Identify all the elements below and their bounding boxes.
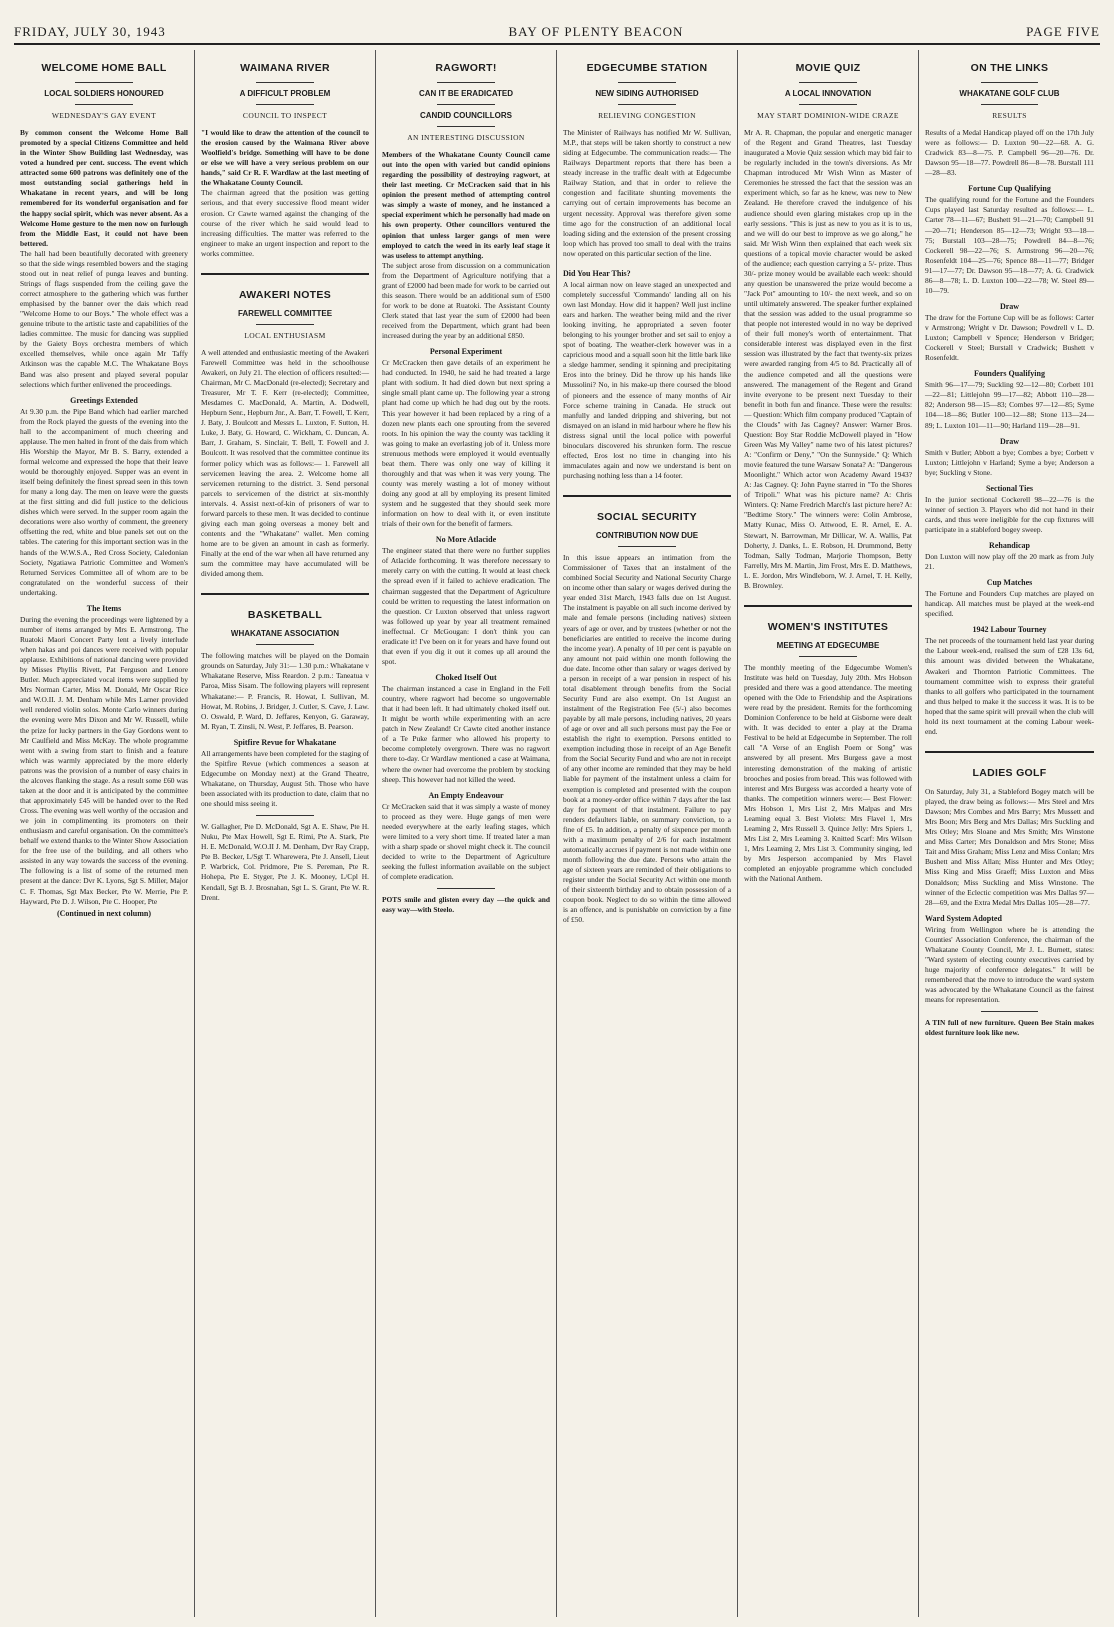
body-text: Cr McCracken then gave details of an experiment he had conducted. In 1940, he said he had treated a large plant with sodium. It had died down but next spring a single small plant came up. The following year a strong plant had come up which he had dug out by the roots. This year however it had been replaced by a ring of a dozen new plants each one sprouting from the severed roots. In his opinion the way the county was tackling it was going to make an everlasting job of it. Unless more strenuous methods were employed it would eventually beat them. There was only one way of killing it thoroughly and that was when it was very young. The county was merely wasting a lot of money without doing any good at all by employing its present limited system and he suggested that they should seek more information on how to deal with it, or even institute trials of their own for the benefit of farmers. (382, 358, 550, 529)
body-text: Wiring from Wellington where he is attending the Counties' Association Conference, the chairman of the Whakatane County Council, Mr J. L. Burnett, states: "Ward system of electing county executives carried by huge majority of conference delegates." It will be remembered that the move to introduce the ward system was advocated by the Whakatane Council as the fairest means for representation. (925, 924, 1094, 1005)
page-number: PAGE FIVE (1026, 24, 1100, 39)
column-2 (195, 50, 376, 1617)
article-awakeri-notes (201, 273, 369, 579)
rule (799, 656, 856, 657)
deck: COUNCIL TO INSPECT (242, 111, 328, 120)
rule (618, 546, 675, 547)
section-heading: Draw (999, 436, 1020, 446)
section-heading: Fortune Cup Qualifying (968, 184, 1051, 194)
headline: RAGWORT! (435, 62, 497, 74)
rule (256, 644, 313, 645)
body-text: Results of a Medal Handicap played off on the 17th July were as follows:— D. Luxton 90—22—68. A. G. Cradwick 83—8—75. P. Campbell 96—20—76. Dr. Dawson 95—18—77. Powdrell 86—8—78. Burstall 111—28—83. (925, 128, 1094, 178)
body-text: All arrangements have been completed for the staging of the Spitfire Revue (which commences a season at Edgecumbe on Monday next) at the Grand Theatre, Whakatane, on Thursday, August 5th. Those who have been associated with its production to date, claim that no one should miss seeing it. (201, 748, 369, 809)
body-text: The hall had been beautifully decorated with greenery so that the side wings resembled bowers and the staging stood out in neat relief of punga leaves and bunting. Strings of flags suspended from the ceiling gave the correct atmosphere to the gathering which was further emphasised by the banner over the dais which read "Welcome Home to our Boys." The whole effect was a genuine tribute to the artistic taste and capabilities of the ladies committee. The music for dancing was supplied by the Gaiety Boys orchestra members of which excelled themselves, while once again Mr Taffy Atkinson was the capable M.C. The Whakatane Boys Band was also present and played several popular selections which further enlivened the proceedings. (20, 248, 188, 389)
article-edgecumbe-station (563, 62, 731, 259)
advert-filler: A TIN full of new furniture. Queen Bee Stain makes oldest furniture look like new. (925, 1018, 1094, 1038)
body-text: The Fortune and Founders Cup matches are played on handicap. All matches must be played at the week-end specified. (925, 589, 1094, 619)
section-heading: No More Atlacide (435, 535, 497, 545)
section-heading: Sectional Ties (985, 483, 1034, 493)
section-heading: Spitfire Revue for Whakatane (233, 737, 337, 747)
subhead: LOCAL SOLDIERS HONOURED (44, 89, 164, 98)
deck: RESULTS (992, 111, 1027, 120)
issue-date: FRIDAY, JULY 30, 1943 (14, 24, 166, 39)
masthead (14, 22, 1100, 42)
article-social-security (563, 495, 731, 925)
rule (799, 82, 856, 83)
section-heading: The Items (86, 603, 122, 613)
column-6 (919, 50, 1100, 1617)
section-heading: Choked Itself Out (435, 673, 497, 682)
headline: MOVIE QUIZ (795, 62, 861, 74)
headline: WELCOME HOME BALL (41, 62, 167, 74)
lead-paragraph: By common consent the Welcome Home Ball promoted by a special Citizens Committee and held in the Winter Show Building last Wednesday, was voted a hundred per cent. success. The event which attracted some 600 patrons was definitely one of the most outstanding social gatherings held in Whakatane in recent years, and will be long remembered for its wonderful organisation and for the happy social spirit, which was never absent. As a Welcome Home gesture to the men now on furlough from the Middle East, it could not have been bettered. (20, 128, 188, 248)
rule (256, 815, 313, 816)
rule (256, 104, 313, 105)
advert-filler: POTS smile and glisten every day —the quick and easy way—with Steelo. (382, 895, 550, 915)
section-heading: Personal Experiment (429, 347, 503, 357)
section-heading: Did You Hear This? (563, 268, 631, 278)
body-text: A local airman now on leave staged an unexpected and completely successful 'Commando' landing all on his own last Monday. How did it happen? Well just incline ears and harken. The weather being mild and the river looking inviting, he appropriated a seven footer belonging to his younger brother and set sail to enjoy a spot of boating. The weather-clerk however was in a capricious mood and a squall soon hit the little bark like a sledge hammer, sending it spinning and precipitating Eros into the briney. Did he throw up his hands like Mussolini? No, in his make-up there coursed the blood of pioneers and the essence of many months of Air Force scheme training in Canada. He struck out manfully and landed dripping and shivering, but not dismayed on an island in mid harbour where he flew his distress signal until the local police with powerful binoculars discovered his shrunken form. The rescue effected, Eros lost no time in changing into his immaculates again and now we understand is bent on purchasing nothing less than a 14 footer. (563, 279, 731, 480)
subhead: WHAKATANE ASSOCIATION (230, 629, 340, 639)
section-heading: Founders Qualifying (974, 369, 1045, 379)
article-womens-institutes (744, 605, 912, 884)
rule (437, 104, 494, 105)
subhead: CANDID COUNCILLORS (420, 111, 512, 120)
body-text: Mr A. R. Chapman, the popular and energetic manager of the Regent and Grand Theatres, last Tuesday inaugurated a Movie Quiz session which may bid fair to be regularly included in the town's diversions. As Mr Chapman introduced Mr Wish Winn as Master of Ceremonies he stressed the fact that the session was an experiment which, so far as he knew, was new to New Zealand. He therefore craved the indulgence of his audience should even glaring mistakes crop up in the early sessions. "This is just as new to you as it is to us, and we will do our best to improve as we go along," he said. Mr Wish Winn then explained that each week six questions of a topical movie character would be asked of the audience; each question carrying a 5/- prize. Thus 30/- prize money would be available each week: should any question be unanswered the prize would become a "Jack Pot" amounting to 10/- the next week, and so on until ultimately answered. The speaker further explained that the session was added to the usual programme so that people not interested would in no way be deprived of their full money's worth of entertainment. That considerable interest was displayed even in the first session was illustrated by the fact that twenty-six prizes were awarded ranging from 4/5 to 8d. Practically all of the audience competed and all the questions were answered. The management of the Regent and Grand invite everyone to be present next Tuesday to their benefit in both fun and finance. These were the results:— Question: Which film company produced "Captain of the Clouds" with Jas Cagney? Answer: Warner Bros. Question: Boy Star Roddie McDowell played in "How Green Was My Valley" name two of his latest pictures? A: "Confirm or Deny," "On the Sunnyside." Q: Which movie featured the tune Warsaw Sonata? A: "Dangerous Moonlight." Which actor won Academy Award 1943? A: Jas Cagney. Q: John Payne starred in "To the Shores of Tripoli." What was his picture name? A: Chris Winters. Q: Name Fredrich March's last picture here? A: "Bedtime Story." The winners were: Colin Ambrose, Matty Kunac, Miss O. Attwood, E. R. Arnel, E. A. Stewart, N. Barrowman, Mr Dillicar, W. A. Wallis, Pat Doherty, J. Danks, L. E. Robson, H. Drummond, Betty Todman, Sally Todman, Marjorie Thompson, Betty Farrelly, Mrs M. Martin, Jim Frost, Mrs E. D. Matthews, L. E. Jordon, Mrs Windleborn, W. J. Arnel, T. H. Kelly, B. Brownley. (744, 128, 912, 590)
rule (981, 82, 1038, 83)
deck: LOCAL ENTHUSIASM (244, 330, 326, 340)
rule (799, 104, 856, 105)
headline: AWAKERI NOTES (201, 273, 369, 301)
headline: WOMEN'S INSTITUTES (744, 605, 912, 633)
body-text: Cr McCracken said that it was simply a waste of money to proceed as they were. Huge gangs of men were needed everywhere at the early leafing stages, which were limited to a very short time. If treated later a man with a sharp spade or shovel might check it. The council decided to write to the Department of Agriculture seeking the fullest information available on the subject of complete eradication. (382, 801, 550, 882)
subhead: CAN IT BE ERADICATED (418, 89, 514, 98)
continued-list: W. Gallagher, Pte D. McDonald, Sgt A. E. Shaw, Pte H. Nuku, Pte Max Howell, Sgt E. Rimi, Pte A. Stark, Pte H. E. McDonald, W.O.II J. M. Denham, Dvr Ray Crapp, Pte B. Becker, L/Sgt T. Wharewera, Pte J. Ansell, Lieut P. Warbrick, Col. Pridmore, Pte S. Pereman, Pte R. Hohepa, Pte E. Styger, Pte J. K. Mooney, L/Cpl H. Kendall, Sgt B. J. Brosnahan, Sgt L. S. Grant, Pte W. R. Drent. (201, 822, 369, 902)
continued-note: (Continued in next column) (56, 908, 151, 918)
deck: RELIEVING CONGESTION (598, 111, 696, 120)
lead-paragraph: "I would like to draw the attention of the council to the erosion caused by the Waimana River above Woolfield's bridge. Something will have to be done or else we will have a very serious problem on our hands," said Cr R. F. Wardlaw at the last meeting of the Whakatane County Council. (201, 128, 369, 188)
article-basketball (201, 593, 369, 902)
body-text: Smith 96—17—79; Suckling 92—12—80; Corbett 101—22—81; Littlejohn 99—17—82; Abbott 110—28—82; Anderson 98—15—83; Combes 97—12—85; Syme 104—18—86; Butler 100—12—88; Stone 113—24—89; L. Luxton 101—11—90; Harland 119—28—91. (925, 380, 1094, 430)
rule (618, 82, 675, 83)
body-text: The chairman instanced a case in England in the Fell country, where ragwort had become so ungovernable that it had been left. It had ultimately choked itself out. It might be worth while experimenting with an acre patch in New Zealand! Cr Cawte cited another instance of a Te Puke farmer who allowed his property to become completely overgrown. There was no ragwort there to-day. Cr Wardlaw mentioned a case at Waimana, where the owner had overcome the problem by stocking sheep. This however had not killed the weed. (382, 684, 550, 784)
column-5 (738, 50, 919, 1617)
section-heading: Rehandicap (989, 541, 1030, 550)
rule (256, 82, 313, 83)
subhead: A LOCAL INNOVATION (784, 89, 872, 98)
rule (981, 104, 1038, 105)
body-text: The subject arose from discussion on a communication from the Department of Agriculture notifying that a grant of £2000 had been made for work to be carried out this season. There would be an additional sum of £500 for work to be done at Ruatoki. The Assistant County Clerk stated that last year the sum of £2000 had been received from the Department, which grant had been increased during the year by an additional £850. (382, 260, 550, 341)
body-text: Don Luxton will now play off the 20 mark as from July 21. (925, 552, 1094, 572)
article-on-the-links (925, 62, 1094, 737)
column-1 (14, 50, 195, 1617)
subhead: WHAKATANE GOLF CLUB (959, 89, 1060, 98)
body-text: A well attended and enthusiastic meeting of the Awakeri Farewell Committee was held in the schoolhouse Awakeri, on July 21. The election of officers resulted:— Chairman, Mr C. MacDonald (re-elected); Secretary and Treasurer, Mr T. F. Kerr (re-elected); Committee, Mesdames C. MacDonald, A. Martin, A. Dodwell, Hepburn Senr., Hepburn Jnr., A. Barr, T. Fowell, T. Kerr, J. Baty, J. Boulcott and Messrs L. Luxton, F. Sutton, H. Luke, J. Baty, G. Howard, C. Wickham, C. Duncan, A. Barr, J. Graham, S. Sinclair, T. Bell, T. Fowell and J. Boulcott. It was resolved that the committee continue its former policy which was as follows:— 1. Farewell all servicemen leaving the area. 2. Welcome home all servicemen returning to the district. 3. Send personal parcels to servicemen of the district at six-monthly intervals. 4. Assist next-of-kin of prisoners of war to forward parcels to these men. It was decided to continue giving each man going overseas a money belt and contents and the "Whakatane" wallet. Men coming home are to be given an amount in cash as formerly. Finally at the end of the war when all have returned any sum the committee may have accumulated will be divided among them. (201, 347, 369, 579)
deck: WEDNESDAY'S GAY EVENT (51, 111, 157, 120)
body-text: The engineer stated that there were no further supplies of Atlacide forthcoming. It was therefore necessary to merely carry on with the cutting. It would at least check the spread even if it failed to achieve eradication. The chairman suggested that the Department of Agriculture could be written to requesting the latest information on the question. Cr Luxton observed that unless ragwort was followed up year by year all treatment remained ineffectual. Cr McGougan: I don't think you can eradicate it! I've been on it for years and have found out that even if you dig it out it comes up all around the spot. (382, 546, 550, 666)
section-heading: Draw (999, 301, 1020, 311)
subhead: FAREWELL COMMITTEE (237, 308, 333, 318)
section-heading: An Empty Endeavour (428, 790, 504, 800)
body-text: In the junior sectional Cockerell 98—22—76 is the winner of section 3. Players who did not hand in their cards, and thus were ineligible for the cup fixtures will participate in a stableford bogey sweep. (925, 494, 1094, 534)
deck: AN INTERESTING DISCUSSION (407, 133, 525, 142)
subhead: A DIFFICULT PROBLEM (239, 89, 331, 98)
lead-paragraph: Members of the Whakatane County Council came out into the open with varied but candid opinions regarding the possibility of destroying ragwort, at their last meeting. Cr McCracken said that in his opinion the present method of attempting control was simply a waste of money, and he instanced a special experiment which he personally had made on his own property. Other councillors ventured the opinion that unless larger gangs of men were employed to catch the weed in its early leaf stage it was useless to attempt anything. (382, 150, 550, 260)
section-heading: Greetings Extended (70, 395, 138, 405)
article-ladies-golf (925, 751, 1094, 1038)
column-4 (557, 50, 738, 1617)
headline: BASKETBALL (201, 593, 369, 621)
rule (75, 82, 132, 83)
rule (437, 126, 494, 127)
body-text: In this issue appears an intimation from the Commissioner of Taxes that an instalment of the combined Social Security and National Security Charge on income other than salary or wages derived during the year ended 31st March, 1943 falls due on 1st August. The instalment is payable on all such income derived by male and female persons (including natives) sixteen years of age or over, and by trustees (whether or not the beneficiaries are entitled to receive the income during the income year). A penalty of 10 per cent is payable on any amount not paid within one month following the due date. Income other than salary or wages derived by a person in receipt of a war pension in respect of his total disablement through benefits from the Social Security Fund are also exempt. On 1st August an instalment of the Registration Fee (5/-) also becomes payable by all male persons, including natives, 20 years of age or over and all such persons must pay the Fee or establish the right to exemption. Persons entitled to exemption including those in receipt of an Age Benefit from the Social Security Fund and who are not in receipt of any other income are reminded that they may be held liable for payment of the instalment unless a claim for exemption is completed and presented with the coupon book at a money-order office within 7 days after the last day for payment of that instalment. Failure to pay renders defaulters liable, on summary conviction, to a fine of £5. In addition, a penalty of sixpence per month with a maximum penalty of 2/6 for each instalment automatically accrues if payment is not made within one month following the due date. Persons who attain the age of sixteen years are reminded of their obligations to register under the Social Security Act within one month of their sixteenth birthday and to obtain possession of a coupon book. Neglect to do so within the time allowed is an offence, and is punishable on conviction by a fine of £50. (563, 553, 731, 925)
subhead: MEETING AT EDGECUMBE (776, 640, 880, 650)
body-text: The net proceeds of the tournament held last year during the Labour week-end, realised the sum of £28 13s 6d, this amount was divided between the Whakatane, Awakeri and Thornton Patriotic Committees. The tournament committee wish to express their grateful thanks to all golfers who participated in the tournament and thus helped to make it the success it was. It is to be hoped that the same spirit will prevail when the club will hold its next tournament at the coming Labour week-end. (925, 636, 1094, 736)
subhead: CONTRIBUTION NOW DUE (595, 531, 699, 541)
body-text: The qualifying round for the Fortune and the Founders Cups played last Saturday resulted as follows:— L. Carter 78—11—67; Bushett 91—21—70; Campbell 91—20—71; Henderson 85—12—73; Wright 93—18—75; Burstall 103—28—75; Powdrell 84—8—76; Cockerell 98—22—76; S. Armstrong 96—20—76; Rosenfeldt 104—25—76; Spence 88—11—77; Bridger 91—17—77; Dr. Dawson 95—18—77; A. G. Cradwick 86—8—78; L. D. Luxton 100—22—78; W. Steel 89—10—79. (925, 195, 1094, 295)
body-text: Smith v Butler; Abbott a bye; Combes a bye; Corbett v Luxton; Littlejohn v Harland; Syme a bye; Anderson a bye; Suckling v Stone. (925, 447, 1094, 477)
deck: MAY START DOMINION-WIDE CRAZE (757, 111, 899, 120)
body-text: At 9.30 p.m. the Pipe Band which had earlier marched from the Rock played the guests of the evening into the hall to the accompaniment of much cheering and applause. The men halted in front of the dais from which His Worship the Mayor, Mr B. S. Barry, extended a formal welcome and expressed the hope that their leave would be thoroughly enjoyed. Supper was an event in itself being definitely the finest spread seen in this town for many a long day. The men on leave were the guests at the first sitting and did full justice to the delicious dishes which were served. In the supper room again the decorations were also worthy of comment, the greenery offsetting the red, white and blue panels set out on the tables. The catering for this important section was in the hands of the W.W.S.A., Red Cross Society, Caledonian Society, Ngatiawa Patriotic Committee and Women's Returned Services Committee all of whom are to be congratulated on the wonderful success of their undertaking. (20, 406, 188, 597)
article-waimana-river (201, 62, 369, 259)
rule (981, 1011, 1038, 1012)
article-welcome-home-ball (20, 62, 188, 918)
body-text: The chairman agreed that the position was getting serious, and that every successive flood meant wider erosion. Cr Cawte warned against the changing of the course of the river which he said would lead to increasing difficulties. The matter was referred to the engineer to make an urgent inspection and report to the works committee. (201, 188, 369, 258)
headline: ON THE LINKS (970, 62, 1049, 74)
body-text: The Minister of Railways has notified Mr W. Sullivan, M.P., that steps will be taken shortly to construct a new siding at Edgecumbe. The communication reads:— The Railways Department reports that there has been a steady increase in the traffic dealt with at Edgecumbe Railway Station, and that in order to relieve the congestion and facilitate shunting movements the carrying out of certain improvements has become an urgent necessity. Approval was therefore given some time ago for the construction of an additional local loading siding and the extension of the present crossing loop which has proved too small to deal with the trains now operated on this particular section of the line. (563, 128, 731, 258)
column-3 (376, 50, 557, 1617)
body-text: The following matches will be played on the Domain grounds on Saturday, July 31:— 1.30 p.m.: Whakatane v Whakatane Reserve, Miss Reardon. 2 p.m.: Taneatua v Paroa, Miss Sisam. The following players will represent Whakatane:— P. Francis, R. Howat, I. Sullivan, M. Howat, M. Robins, J. Bridger, J. Cutler, S. Cave, J. Law. O. Oswald, P. Ward, D. Jeffares, Kenyon, G. Garaway, M. Ryan, T. Zinsli, N. West, P. Jeffares, B. Pearson. (201, 651, 369, 731)
paper-title: BAY OF PLENTY BEACON (508, 24, 684, 39)
section-heading: Cup Matches (986, 578, 1033, 588)
headline: SOCIAL SECURITY (563, 495, 731, 523)
article-movie-quiz (744, 62, 912, 591)
body-text: During the evening the proceedings were lightened by a number of items arranged by Mrs E. Armstrong. The Ruatoki Maori Concert Party lent a lively interlude when hakas and poi dances were received with popular applause. Exhibitions of national dancing were provided by Misses Phyllis Rivett, Pat Ferguson and Lenore Butler. Much appreciated vocal items were supplied by Mrs Norman Carter, Miss M. Donald, Mr Oscar Rice and W.O.II. J. M. Denham while Mrs Larner provided well rendered violin solos. Monte Carlo winners during the evening were Mrs Dixon and Mr W. Russell, while the prize for lucky partners in the Gay Gordons went to Mr Caulfield and Miss McKay. The whole programme went with a swing from start to finish and a feature which was warmly appreciated by the more elderly patrons was the provision of a number of easy chairs in the alcoves flanking the stage. As a result some £60 was taken at the door and it is anticipated by the committee that approximately £45 will be handed over to the Red Cross. The evening was well worthy of the occasion and we join in complimenting its promoters on their enthusiasm and careful organisation. On the committee's behalf we extend thanks to the Winter Show Association for the free use of the building, and all others who assisted in any way towards the success of the evening. The following is a list of some of the returned men present at the dance: Dvr K. Lyons, Sgt S. Miller, Major C. F. Thomas, Sgt Max Becker, Pte W. Merrie, Pte P. Hayward, Pte D. J. Wilson, Pte C. Hooper, Pte (20, 614, 188, 906)
article-ragwort (382, 62, 550, 915)
masthead-rule (14, 43, 1100, 45)
headline: WAIMANA RIVER (240, 62, 330, 74)
rule (256, 324, 313, 325)
section-heading: Ward System Adopted (925, 913, 1002, 923)
rule (437, 82, 494, 83)
rule (75, 104, 132, 105)
headline: EDGECUMBE STATION (586, 62, 708, 74)
columns (14, 50, 1100, 1617)
subhead: NEW SIDING AUTHORISED (595, 89, 699, 98)
body-text: The monthly meeting of the Edgecumbe Women's Institute was held on Tuesday, July 20th. Mrs Hobson presided and there was a good attendance. The meeting opened with the Ode to Friendship and the Aspirations were read by the president. Remits for the forthcoming Dominion Conference to be held at Gisborne were dealt with. It was decided to enter a play at the Drama Festival to be held at Edgecumbe in September. The roll call "A Verse of an English Poem or Song" was answered by all present. Mrs Burgess gave a most interesting demonstration of the making of artistic brooches and posies from bread. This was followed with interest and Mrs Burgess was accorded a hearty vote of thanks. The competition winners were:— Best Flower: Mrs Hobson 1, Mrs List 2, Mrs Malpas and Mrs Leaming equal 3. Best Violets: Mrs Flavel 1, Mrs Leaming 2, Mrs Russell 3. Quince Jelly: Mrs Spiers 1, Mrs List 2, Mrs Leaming 3. Knitted Scarf: Mrs Wilson 1, Mrs Leaming 2, Mrs List 3. Community singing, led by Mrs Jesperson accompanied by Mrs Flavel completed an enjoyable programme which concluded with the National Anthem. (744, 662, 912, 884)
rule (618, 104, 675, 105)
headline: LADIES GOLF (925, 751, 1094, 779)
body-text: The draw for the Fortune Cup will be as follows: Carter v Armstrong; Wright v Dr. Dawson; Powdrell v L. D. Luxton; Campbell v Spence; Henderson v Bridger; Cockerell v Steel; Burstall v Cradwick; Bushett v Rosenfeldt. (925, 312, 1094, 363)
section-heading: 1942 Labour Tourney (972, 625, 1047, 635)
article-did-you-hear (563, 269, 731, 481)
body-text: On Saturday, July 31, a Stableford Bogey match will be played, the draw being as follows:— Mrs Steel and Mrs Dawson; Mrs Combes and Mrs Barry; Mrs Mussett and Mrs Boon; Mrs Berg and Mrs Dallas; Mrs Suckling and Mrs Otley; Mrs Sloane and Mrs Smith; Mrs Winstone and Miss Carter; Mrs Donaldson and Mrs Stone; Miss Tait and Miss Graham; Miss Lenz and Miss Conlan; Mrs Bushett and Miss Allan; Miss Hunter and Mrs Otley; Miss King and Miss Graeff; Miss Luxton and Miss Donaldson; Miss Suckling and Miss Winstone. The winner of the Eclectic competition was Mrs Dallas 97—28—69, and the Extra Medal Mrs Dallas 105—28—77. (925, 786, 1094, 907)
rule (437, 888, 494, 889)
